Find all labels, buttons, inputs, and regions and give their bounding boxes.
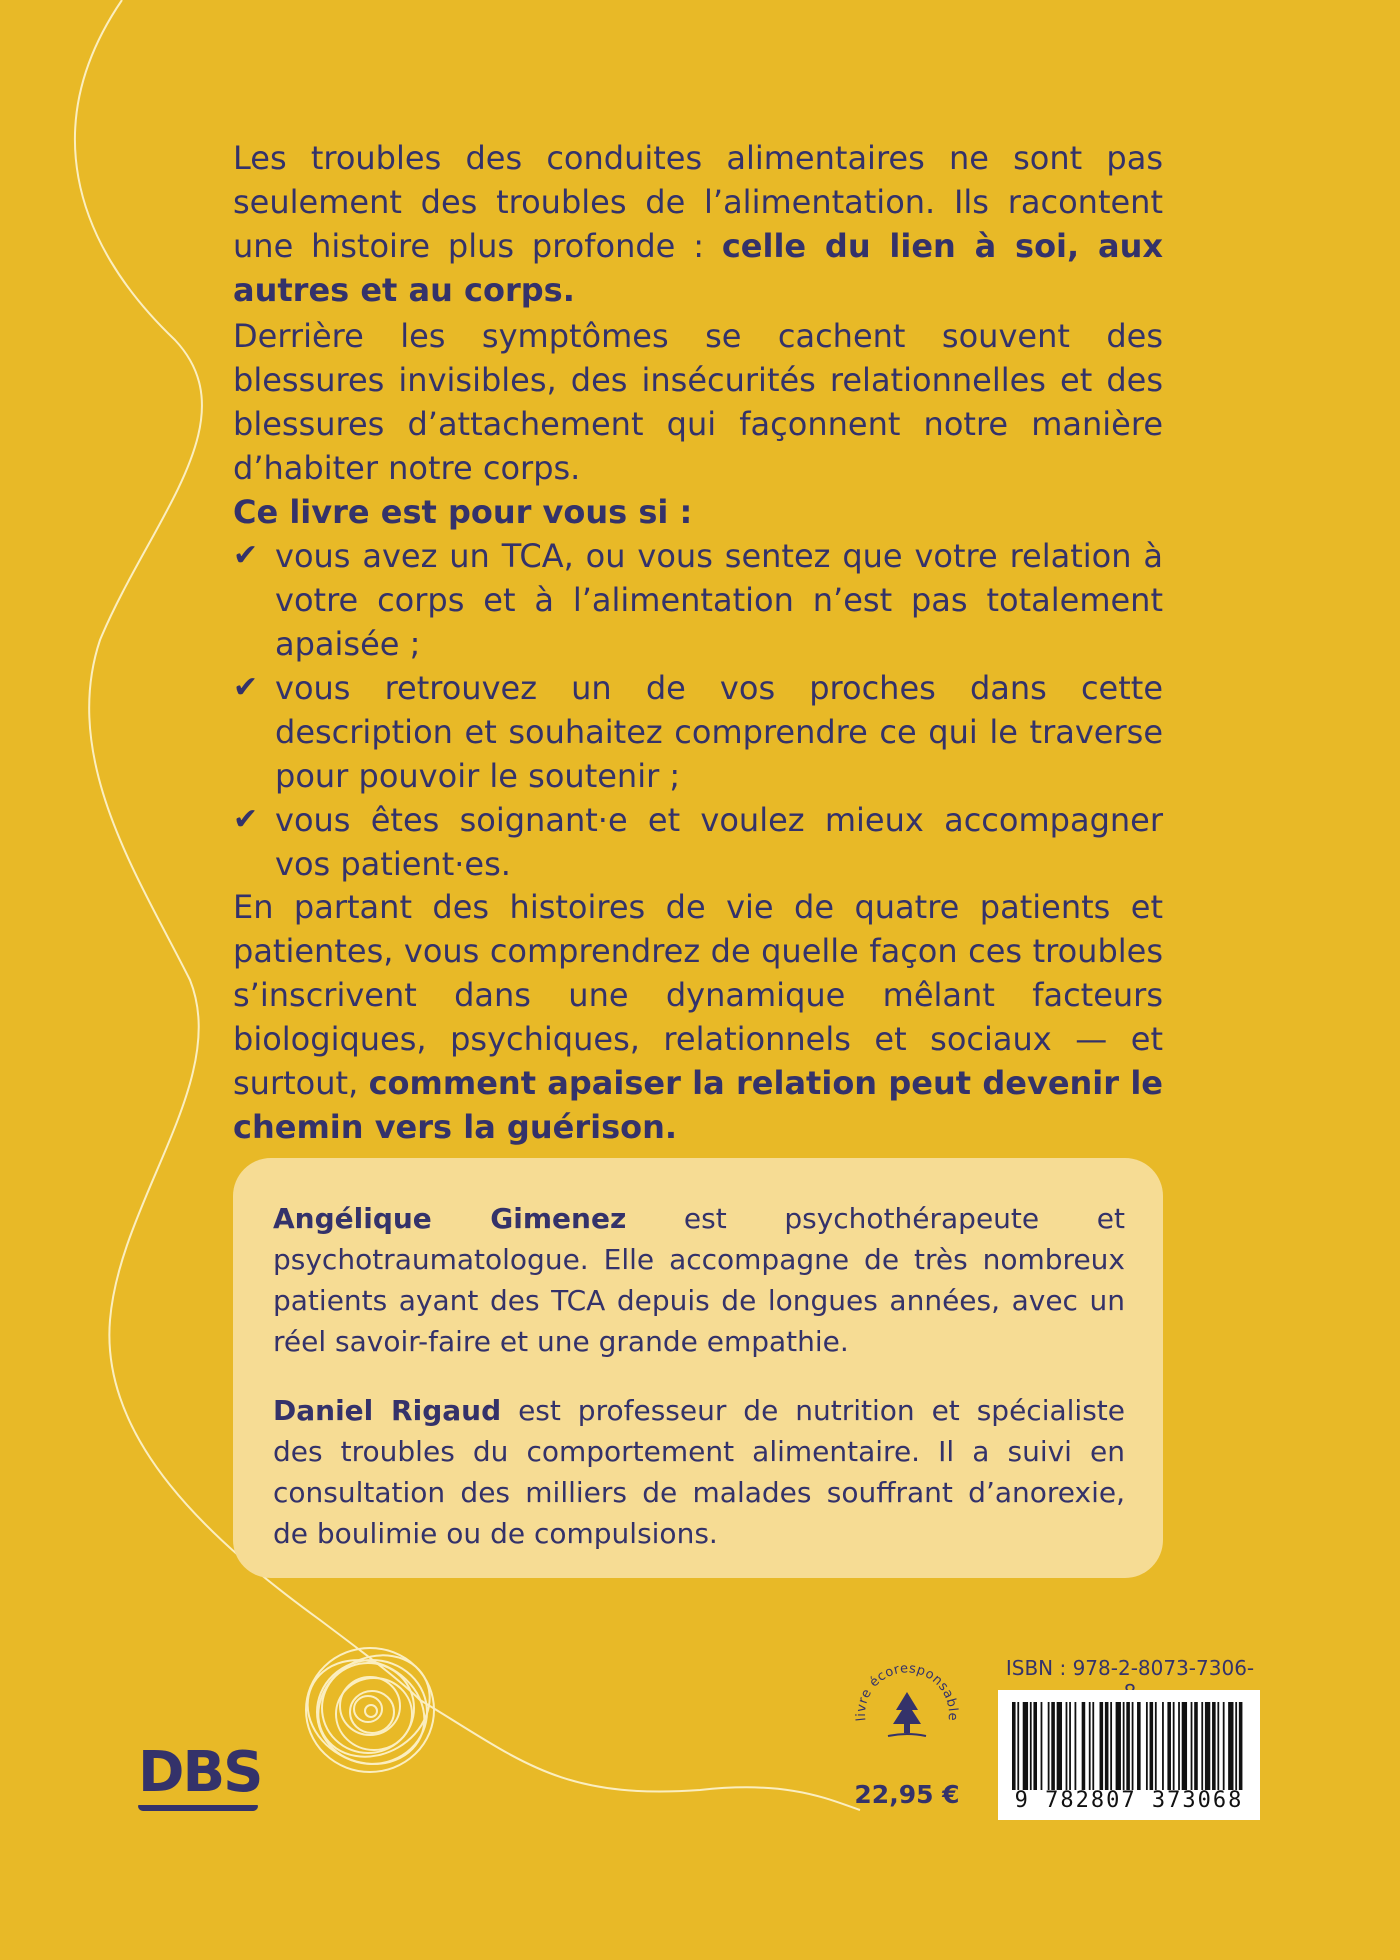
barcode-bar <box>1082 1702 1086 1790</box>
barcode-bar <box>1201 1702 1203 1790</box>
paragraph-3-emphasis: comment apaiser la relation peut devenir le chemin vers la guérison. <box>233 1064 1164 1146</box>
barcode-bar <box>1075 1702 1077 1790</box>
barcode-bar <box>1069 1702 1071 1790</box>
checklist-item-text: vous retrouvez un de vos proches dans cette description et souhaitez comprendre ce qui le traverse pour pouvoir le soutenir ; <box>275 669 1163 795</box>
barcode-bar <box>1194 1702 1198 1790</box>
paragraph-2-text: Derrière les symptômes se cachent souvent des blessures invisibles, des insécurités relationnelles et des blessures d’attachement qui façonnent notre manière d’habiter notre corps. <box>233 317 1163 487</box>
audience-checklist <box>233 490 1163 886</box>
price: 22,95 € <box>854 1780 960 1809</box>
barcode-bar <box>1132 1702 1134 1790</box>
barcode-digits: 9 782807 373068 <box>1014 1788 1244 1813</box>
barcode-bar <box>1182 1702 1187 1790</box>
publisher-logo-underline <box>138 1805 258 1811</box>
intro-emphasis: celle du lien à soi, aux autres et au corps. <box>233 227 1164 309</box>
checklist-item-text: vous avez un TCA, ou vous sentez que votre relation à votre corps et à l’alimentation n’est pas totalement apaisée ; <box>275 537 1163 663</box>
barcode-bar <box>1066 1702 1068 1790</box>
barcode-bar <box>1126 1702 1130 1790</box>
author-bio <box>273 1198 1125 1362</box>
barcode-bar <box>1092 1702 1094 1790</box>
barcode-bar <box>1030 1702 1032 1790</box>
check-icon: ✔ <box>233 670 259 705</box>
author-name: Angélique Gimenez <box>273 1202 627 1235</box>
author-bio-box <box>233 1158 1163 1578</box>
barcode-bar <box>1110 1702 1112 1790</box>
tree-icon <box>888 1692 926 1736</box>
author-bio-text: est professeur de nutrition et spécialiste des troubles du comportement alimentaire. Il a suivi en consultation des milliers de malades souffrant d’anorexie, de boulimie ou de compulsions. <box>273 1394 1125 1550</box>
eco-label-badge <box>848 1652 966 1770</box>
barcode-bar <box>1146 1702 1148 1790</box>
checklist-item-text: vous êtes soignant·e et voulez mieux accompagner vos patient·es. <box>275 801 1163 883</box>
barcode-bar <box>1105 1702 1109 1790</box>
barcode-bar <box>1012 1702 1016 1790</box>
barcode-bar <box>1051 1702 1055 1790</box>
barcode-bar <box>1033 1702 1037 1790</box>
barcode-bar <box>1155 1702 1157 1790</box>
paragraph-2 <box>233 314 1163 490</box>
barcode-bar <box>1167 1702 1171 1790</box>
barcode-bar <box>1023 1702 1028 1790</box>
author-bio-text: est psychothérapeute et psychotraumatologue. Elle accompagne de très nombreux patients ayant des TCA depuis de longues années, avec un réel savoir-faire et une grande empathie. <box>273 1202 1125 1358</box>
barcode-bar <box>1041 1702 1043 1790</box>
checklist-item <box>233 666 1163 798</box>
barcode-bar <box>1217 1702 1219 1790</box>
check-icon: ✔ <box>233 802 259 837</box>
barcode-bar <box>1228 1702 1233 1790</box>
barcode <box>998 1690 1260 1820</box>
barcode-bar <box>1178 1702 1180 1790</box>
check-icon: ✔ <box>233 538 259 573</box>
barcode-bar <box>1223 1702 1225 1790</box>
intro-paragraph <box>233 136 1163 312</box>
barcode-bar <box>1235 1702 1237 1790</box>
barcode-bar <box>1137 1702 1141 1790</box>
barcode-bar <box>1150 1702 1154 1790</box>
barcode-bar <box>1048 1702 1050 1790</box>
barcode-bar <box>1089 1702 1091 1790</box>
barcode-bar <box>1162 1702 1164 1790</box>
barcode-bar <box>1212 1702 1216 1790</box>
isbn-label: ISBN : 978-2-8073-7306- <box>1005 1656 1255 1680</box>
paragraph-3-text: En partant des histoires de vie de quatre patients et patientes, vous comprendrez de quelle façon ces troubles s’inscrivent dans une dynamique mêlant facteurs biologiques, psychiques, relationnels et sociaux — et surtout, <box>233 888 1163 1102</box>
barcode-bar <box>1191 1702 1193 1790</box>
checklist-heading: Ce livre est pour vous si : <box>233 493 693 531</box>
barcode-bar <box>1123 1702 1125 1790</box>
publisher-logo: DBS <box>138 1740 262 1805</box>
paragraph-3 <box>233 885 1163 1149</box>
barcode-bar <box>1116 1702 1121 1790</box>
barcode-bar <box>1239 1702 1243 1790</box>
author-bio <box>273 1390 1125 1554</box>
yarn-ball-icon <box>290 1635 448 1782</box>
barcode-bar <box>1100 1702 1104 1790</box>
barcode-bar <box>1017 1702 1019 1790</box>
intro-text: Les troubles des conduites alimentaires ne sont pas seulement des troubles de l’alimentation. Ils racontent une histoire plus profonde : <box>233 139 1163 265</box>
author-name: Daniel Rigaud <box>273 1394 502 1427</box>
barcode-bars <box>1012 1702 1246 1790</box>
eco-label-textpath: livre écoresponsable <box>853 1661 961 1722</box>
checklist-item <box>233 798 1163 886</box>
barcode-bar <box>1173 1702 1175 1790</box>
checklist-item <box>233 534 1163 666</box>
barcode-bar <box>1205 1702 1210 1790</box>
barcode-bar <box>1057 1702 1062 1790</box>
